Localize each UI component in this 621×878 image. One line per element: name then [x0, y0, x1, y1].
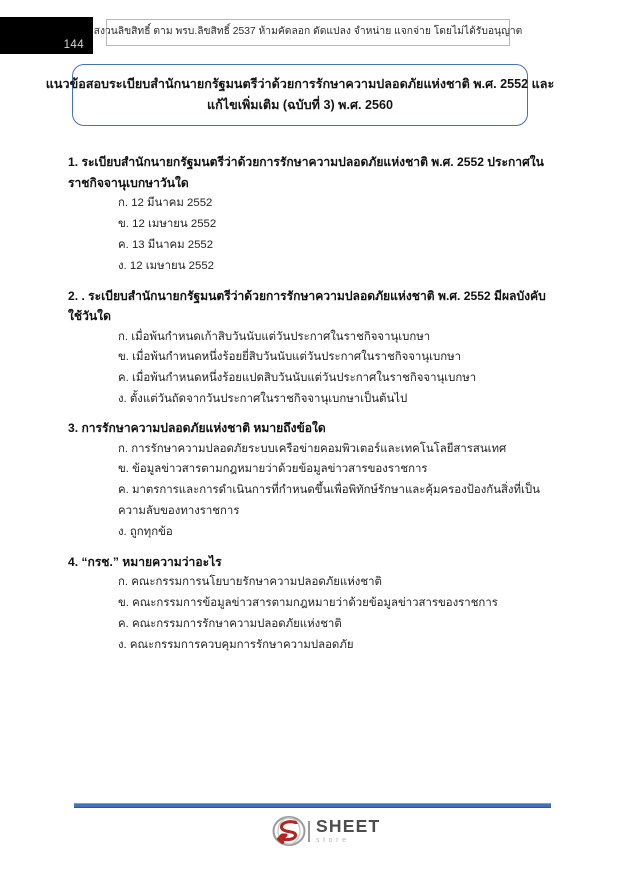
- choice-option-text: ค. มาตรการและการดำเนินการที่กำหนดขึ้นเพื่อพิทักษ์รักษาและคุ้มครองป้องกันสิ่งที่เป็น: [118, 484, 540, 497]
- choice-list: [68, 327, 556, 410]
- choice-option[interactable]: ค. เมื่อพ้นกำหนดหนึ่งร้อยแปดสิบวันนับแต่วันประกาศในราชกิจจานุเบกษา: [118, 372, 477, 385]
- copyright-notice-box: [93, 19, 523, 46]
- choice-option[interactable]: ข. 12 เมษายน 2552: [118, 217, 217, 230]
- footer-divider-rule: [74, 803, 551, 808]
- choice-option[interactable]: ข. คณะกรรมการข้อมูลข่าวสารตามกฎหมายว่าด้วยข้อมูลข่าวสารของราชการ: [118, 597, 498, 610]
- page-number-box: [0, 17, 93, 54]
- brand-name: SHEET: [316, 815, 381, 836]
- question-item: [68, 418, 556, 543]
- document-title-line-2: แก้ไขเพิ่มเติม (ฉบับที่ 3) พ.ศ. 2560: [207, 98, 393, 112]
- choice-list: [68, 572, 556, 655]
- page-number: 144: [63, 38, 84, 51]
- choice-option[interactable]: ง. ถูกทุกข้อ: [118, 526, 173, 539]
- choice-option[interactable]: ง. ตั้งแต่วันถัดจากวันประกาศในราชกิจจานุเบกษาเป็นต้นไป: [118, 393, 408, 406]
- logo-divider: [308, 821, 310, 842]
- document-title-line-1: แนวข้อสอบระเบียบสำนักนายกรัฐมนตรีว่าด้วยการรักษาความปลอดภัยแห่งชาติ พ.ศ. 2552 และ: [45, 77, 555, 92]
- question-stem: 3. การรักษาความปลอดภัยแห่งชาติ หมายถึงข้อใด: [68, 421, 326, 436]
- questions-container: [68, 152, 556, 657]
- question-item: [68, 286, 556, 411]
- choice-option[interactable]: ง. 12 เมษายน 2552: [118, 259, 214, 272]
- choice-option[interactable]: ข. ข้อมูลข่าวสารตามกฎหมายว่าด้วยข้อมูลข่าวสารของราชการ: [118, 463, 428, 476]
- copyright-notice-text: สงวนลิขสิทธิ์ ตาม พรบ.ลิขสิทธิ์ 2537 ห้ามคัดลอก ดัดแปลง จำหน่าย แจกจ่าย โดยไม่ได้รับอนุญาต: [93, 26, 523, 38]
- question-item: [68, 552, 556, 656]
- choice-option[interactable]: ข. เมื่อพ้นกำหนดหนึ่งร้อยยี่สิบวันนับแต่วันประกาศในราชกิจจานุเบกษา: [118, 351, 462, 364]
- question-stem: 4. “กรช.” หมายความว่าอะไร: [68, 554, 222, 569]
- footer-brand-logo: [272, 814, 380, 848]
- question-stem: 2. . ระเบียบสำนักนายกรัฐมนตรีว่าด้วยการรักษาความปลอดภัยแห่งชาติ พ.ศ. 2552 มีผลบังคับใช้วันใด: [68, 288, 546, 324]
- choice-option[interactable]: ก. คณะกรรมการนโยบายรักษาความปลอดภัยแห่งชาติ: [118, 576, 382, 589]
- question-stem: 1. ระเบียบสำนักนายกรัฐมนตรีว่าด้วยการรักษาความปลอดภัยแห่งชาติ พ.ศ. 2552 ประกาศในราชกิจจานุเบกษาวันใด: [68, 155, 544, 190]
- choice-option[interactable]: ง. คณะกรรมการควบคุมการรักษาความปลอดภัย: [118, 639, 354, 652]
- choice-list: [68, 439, 556, 543]
- brand-wordmark: [316, 815, 381, 845]
- choice-option[interactable]: [68, 480, 556, 522]
- question-item: [68, 152, 556, 277]
- sheet-store-s-emblem-icon: [272, 815, 306, 847]
- choice-option[interactable]: ก. 12 มีนาคม 2552: [118, 197, 213, 210]
- document-title-box: [45, 64, 555, 126]
- choice-option-continuation: ความลับของทางราชการ: [118, 505, 240, 518]
- choice-option[interactable]: ค. คณะกรรมการรักษาความปลอดภัยแห่งชาติ: [118, 618, 342, 631]
- brand-tagline: store: [316, 837, 350, 845]
- choice-option[interactable]: ก. เมื่อพ้นกำหนดเก้าสิบวันนับแต่วันประกาศในราชกิจจานุเบกษา: [118, 330, 431, 343]
- choice-list: [68, 193, 556, 276]
- choice-option[interactable]: ค. 13 มีนาคม 2552: [118, 238, 214, 251]
- choice-option[interactable]: ก. การรักษาความปลอดภัยระบบเครือข่ายคอมพิวเตอร์และเทคโนโลยีสารสนเทศ: [118, 442, 507, 455]
